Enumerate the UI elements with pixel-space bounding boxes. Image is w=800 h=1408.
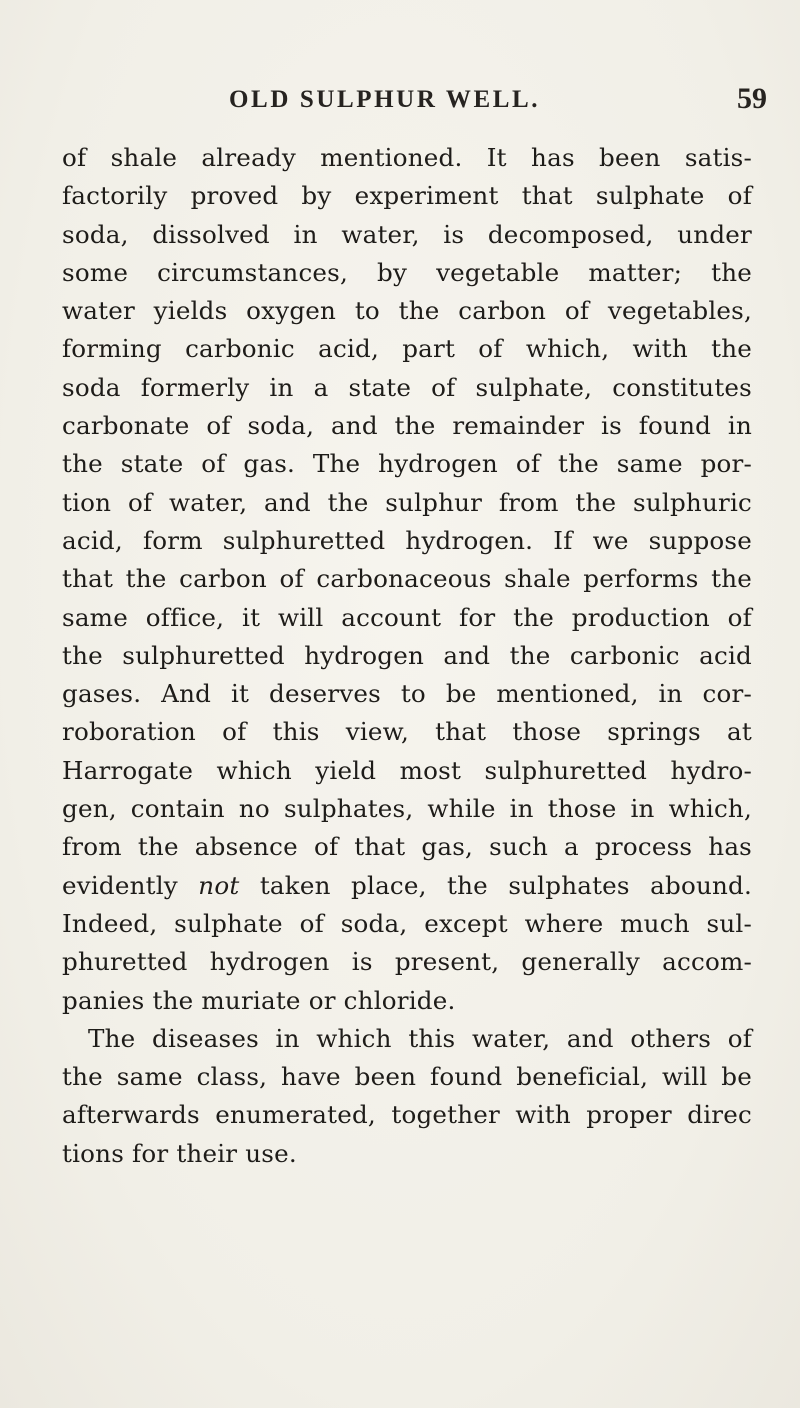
text-line-26: afterwards enumerated, together with proper direc (62, 1100, 752, 1130)
text-line-23: panies the muriate or chloride. (62, 985, 456, 1015)
text-line-3: soda, dissolved in water, is decomposed, under (62, 219, 752, 249)
text-line-25: the same class, have been found beneficial, will be (62, 1062, 752, 1092)
text-line-16: roboration of this view, that those springs at (62, 717, 752, 747)
text-line-10: tion of water, and the sulphur from the sulphuric (62, 487, 752, 517)
text-line-12: that the carbon of carbonaceous shale performs the (62, 564, 752, 594)
text-line-5: water yields oxygen to the carbon of vegetables, (62, 296, 752, 326)
body-text (62, 139, 752, 1173)
text-line-2: factorily proved by experiment that sulphate of (62, 181, 752, 211)
text-line-20-end: taken place, the sulphates abound. (239, 870, 752, 900)
text-line-4: some circumstances, by vegetable matter; the (62, 257, 752, 287)
text-line-18: gen, contain no sulphates, while in those in which, (62, 794, 752, 824)
text-line-17: Harrogate which yield most sulphuretted hydro- (62, 755, 752, 785)
text-line-24: The diseases in which this water, and others of (88, 1023, 752, 1053)
text-line-8: carbonate of soda, and the remainder is found in (62, 411, 752, 441)
italic-emphasis: not (198, 870, 240, 900)
text-line-22: phuretted hydrogen is present, generally accom- (62, 947, 752, 977)
text-line-9: the state of gas. The hydrogen of the same por- (62, 449, 752, 479)
text-line-20 (62, 867, 752, 905)
text-line-19: from the absence of that gas, such a process has (62, 832, 752, 862)
page-number: 59 (737, 82, 767, 115)
text-line-27: tions for their use. (62, 1138, 297, 1168)
text-line-7: soda formerly in a state of sulphate, constitutes (62, 372, 752, 402)
text-line-15: gases. And it deserves to be mentioned, in cor- (62, 679, 752, 709)
text-line-13: same office, it will account for the production of (62, 602, 752, 632)
text-line-1: of shale already mentioned. It has been satis- (62, 143, 752, 172)
text-line-6: forming carbonic acid, part of which, with the (62, 334, 752, 364)
text-line-11: acid, form sulphuretted hydrogen. If we suppose (62, 525, 752, 555)
text-line-14: the sulphuretted hydrogen and the carbonic acid (62, 640, 752, 670)
text-line-21: Indeed, sulphate of soda, except where much sul- (62, 908, 752, 938)
text-line-20-start: evidently (62, 870, 199, 900)
running-head: OLD SULPHUR WELL. (229, 86, 541, 113)
